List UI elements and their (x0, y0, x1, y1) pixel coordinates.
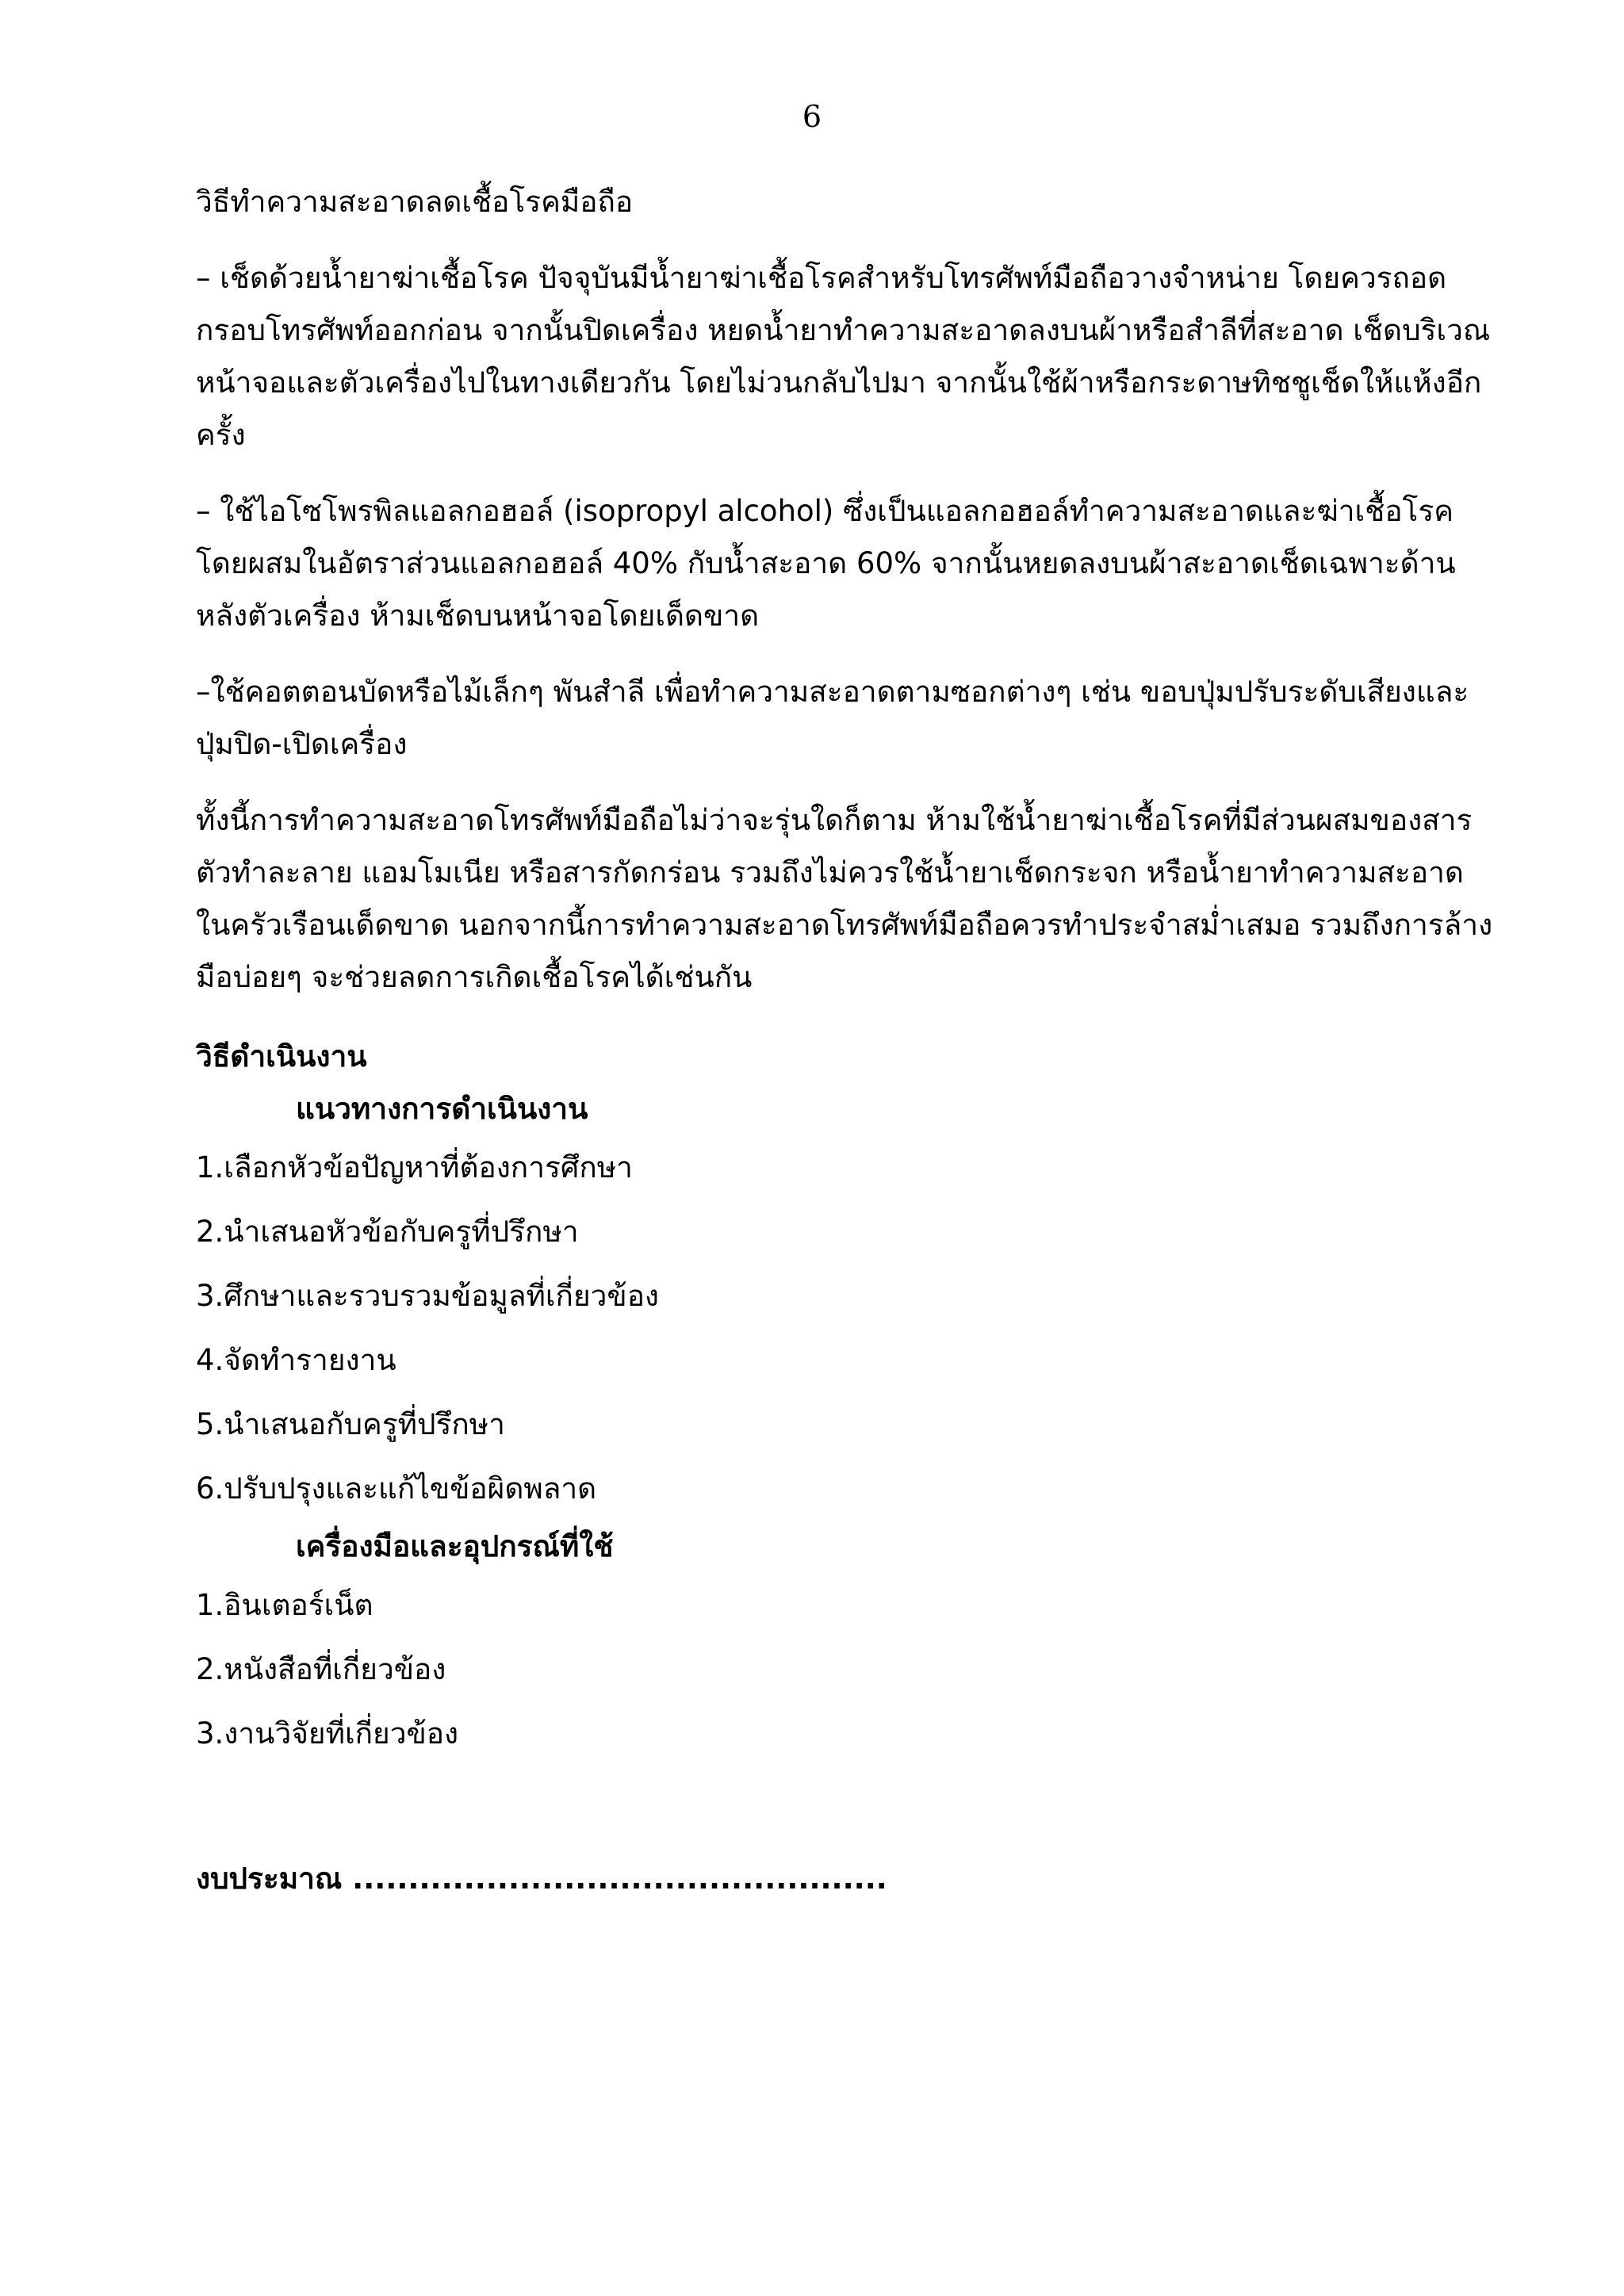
list-item: 5.นำเสนอกับครูที่ปรึกษา (196, 1407, 505, 1441)
section-title: วิธีทำความสะอาดลดเชื้อโรคมือถือ (196, 185, 634, 219)
list-item: 6.ปรับปรุงและแก้ไขข้อผิดพลาด (196, 1471, 597, 1506)
list-item: 2.หนังสือที่เกี่ยวข้อง (196, 1652, 446, 1686)
tools-heading: เครื่องมือและอุปกรณ์ที่ใช้ (296, 1529, 614, 1563)
budget-line: งบประมาณ ................................................ (196, 1862, 887, 1896)
list-item: 3.ศึกษาและรวบรวมข้อมูลที่เกี่ยวข้อง (196, 1279, 659, 1313)
paragraph-wipe-disinfectant: – เช็ดด้วยน้ำยาฆ่าเชื้อโรค ปัจจุบันมีน้ำยาฆ่าเชื้อโรคสำหรับโทรศัพท์มือถือวางจำหน่าย โดยควรถอดกรอบโทรศัพท์ออกก่อน จากนั้นปิดเครื่อง หยดน้ำยาทำความสะอาดลงบนผ้าหรือสำลีที่สะอาด เช็ดบริเวณหน้าจอและตัวเครื่องไปในทางเดียวกัน โดยไม่วนกลับไปมา จากนั้นใช้ผ้าหรือกระดาษทิชชูเช็ดให้แห้งอีกครั้ง (196, 261, 1491, 452)
page-number: 6 (802, 99, 822, 134)
list-item: 2.นำเสนอหัวข้อกับครูที่ปรึกษา (196, 1215, 579, 1249)
guidelines-heading: แนวทางการดำเนินงาน (296, 1092, 588, 1126)
list-item: 1.อินเตอร์เน็ต (196, 1588, 373, 1622)
paragraph-isopropyl-alcohol: – ใช้ไอโซโพรพิลแอลกอฮอล์ (isopropyl alcohol) ซึ่งเป็นแอลกอฮอล์ทำความสะอาดและฆ่าเชื้อโรค โดยผสมในอัตราส่วนแอลกอฮอล์ 40% กับน้ำสะอาด 60% จากนั้นหยดลงบนผ้าสะอาดเช็ดเฉพาะด้านหลังตัวเครื่อง ห้ามเช็ดบนหน้าจอโดยเด็ดขาด (196, 494, 1456, 633)
list-item: 3.งานวิจัยที่เกี่ยวข้อง (196, 1716, 459, 1751)
paragraph-precautions: ทั้งนี้การทำความสะอาดโทรศัพท์มือถือไม่ว่าจะรุ่นใดก็ตาม ห้ามใช้น้ำยาฆ่าเชื้อโรคที่มีส่วนผสมของสารตัวทำละลาย แอมโมเนีย หรือสารกัดกร่อน รวมถึงไม่ควรใช้น้ำยาเช็ดกระจก หรือน้ำยาทำความสะอาดในครัวเรือนเด็ดขาด นอกจากนี้การทำความสะอาดโทรศัพท์มือถือควรทำประจำสม่ำเสมอ รวมถึงการล้างมือบ่อยๆ จะช่วยลดการเกิดเชื้อโรคได้เช่นกัน (196, 803, 1493, 994)
list-item: 4.จัดทำรายงาน (196, 1343, 396, 1377)
methods-heading: วิธีดำเนินงาน (196, 1039, 367, 1073)
steps-list (196, 1135, 1496, 1521)
tools-list (196, 1573, 1496, 1766)
document-body (196, 176, 1496, 1905)
paragraph-cotton-bud: –ใช้คอตตอนบัดหรือไม้เล็กๆ พันสำลี เพื่อทำความสะอาดตามซอกต่างๆ เช่น ขอบปุ่มปรับระดับเสียงและปุ่มปิด-เปิดเครื่อง (196, 675, 1469, 761)
list-item: 1.เลือกหัวข้อปัญหาที่ต้องการศึกษา (196, 1150, 633, 1184)
